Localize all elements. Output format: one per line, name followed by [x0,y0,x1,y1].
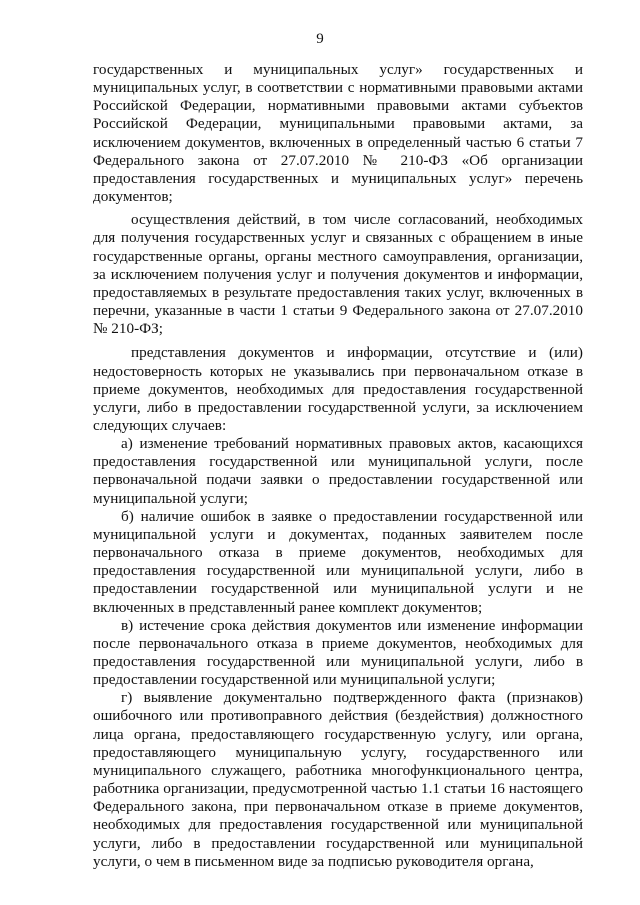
page-number: 9 [316,31,324,47]
list-item-g: г) выявление документально подтвержденного факта (признаков) ошибочного или противоправного действия (бездействия) должностного лица органа, предоставляющего государственную услугу, или органа, предоставляющего муниципальную услугу, государственного или муниципального служащего, работника многофункционального центра, работника организации, предусмотренной частью 1.1 статьи 16 настоящего Федерального закона, при первоначальном отказе в приеме документов, необходимых для предоставления государственной или муниципальной услуги, либо в предоставлении государственной или муниципальной услуги, о чем в письменном виде за подписью руководителя органа, [93,689,583,870]
list-item-v: в) истечение срока действия документов или изменение информации после первоначального отказа в приеме документов, необходимых для предоставления государственной или муниципальной услуги, либо в предоставлении государственной или муниципальной услуги; [93,616,583,689]
list-item-b: б) наличие ошибок в заявке о предоставлении государственной или муниципальной услуги и документах, поданных заявителем после первоначального отказа в приеме документов, необходимых для предоставления государственной или муниципальной услуги, либо в предоставлении государственной или муниципальной услуги и не включенных в представленный ранее комплект документов; [93,507,583,616]
paragraph-documents: представления документов и информации, отсутствие и (или) недостоверность которых не указывались при первоначальном отказе в приеме документов, необходимых для предоставления государственной услуги, либо в предоставлении государственной услуги, за исключением следующих случаев: [93,344,583,434]
list-item-a: а) изменение требований нормативных правовых актов, касающихся предоставления государственной или муниципальной услуги, после первоначальной подачи заявки о предоставлении государственной или муниципальной услуги; [93,435,583,507]
document-body [93,61,583,871]
paragraph-actions: осуществления действий, в том числе согласований, необходимых для получения государственных услуг и связанных с обращением в иные государственные органы, органы местного самоуправления, организации, за исключением получения услуг и получения документов и информации, предоставляемых в результате предоставления таких услуг, включенных в перечни, указанные в части 1 статьи 9 Федерального закона от 27.07.2010 № 210-ФЗ; [93,211,583,338]
paragraph-continuation: государственных и муниципальных услуг» государственных и муниципальных услуг, в соответствии с нормативными правовыми актами Российской Федерации, нормативными правовыми актами субъектов Российской Федерации, муниципальными правовыми актами, за исключением документов, включенных в определенный частью 6 статьи 7 Федерального закона от 27.07.2010 № 210-ФЗ «Об организации предоставления государственных и муниципальных услуг» перечень документов; [93,61,583,206]
